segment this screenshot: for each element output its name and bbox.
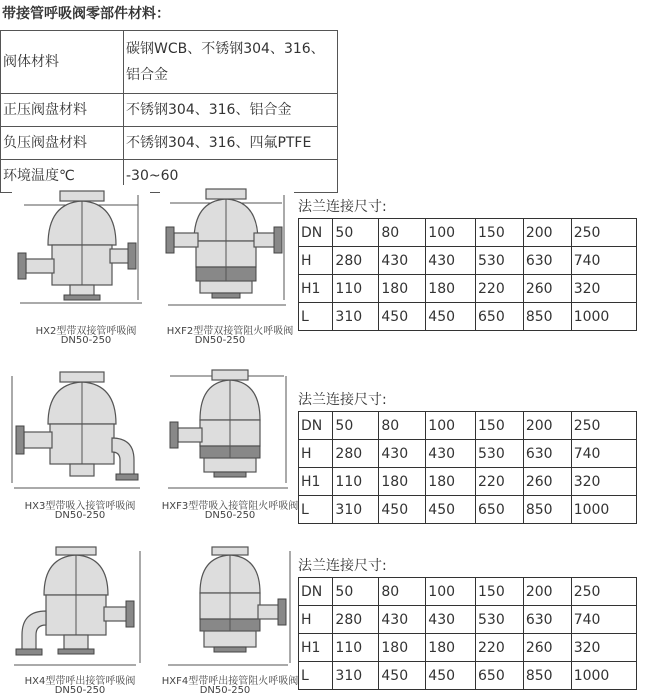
table-cell: 100 [426, 412, 476, 440]
table-cell: 650 [476, 303, 524, 331]
table-row [299, 275, 637, 303]
table-cell: 100 [426, 578, 476, 606]
table-cell: 250 [571, 412, 636, 440]
table-cell: 310 [333, 496, 379, 524]
table-cell: 450 [426, 303, 476, 331]
table-row [299, 606, 637, 634]
table-cell: 200 [523, 578, 571, 606]
material-label: 正压阀盘材料 [1, 94, 124, 127]
table-cell: 530 [476, 606, 524, 634]
table-cell: H1 [299, 275, 333, 303]
table-cell: 200 [523, 219, 571, 247]
section-heading: 带接管呼吸阀零部件材料： [2, 6, 170, 22]
table-cell: 260 [523, 468, 571, 496]
material-value: 不锈钢304、316、铝合金 [124, 94, 338, 127]
table-cell: 1000 [571, 496, 636, 524]
table-cell: 100 [426, 219, 476, 247]
table-cell: 430 [426, 440, 476, 468]
drawing-caption: HX4型带呼出接管呼吸阀 [24, 676, 136, 687]
table-cell: 430 [426, 606, 476, 634]
table-row [299, 303, 637, 331]
drawing-caption: HX2型带双接管呼吸阀 [35, 326, 137, 337]
dimension-title: 法兰连接尺寸: [298, 558, 387, 574]
table-cell: 850 [523, 496, 571, 524]
table-row [1, 94, 338, 127]
table-cell: 740 [571, 247, 636, 275]
table-cell: 310 [333, 662, 379, 690]
table-cell: 180 [426, 634, 476, 662]
table-cell: 740 [571, 606, 636, 634]
table-cell: 280 [333, 606, 379, 634]
material-value: -30~60 [124, 160, 338, 193]
drawing-caption-range: DN50-250 [199, 685, 251, 696]
table-cell: 150 [476, 412, 524, 440]
table-cell: 430 [379, 247, 426, 275]
dimension-table [298, 411, 637, 524]
table-cell: 260 [523, 634, 571, 662]
table-cell: 180 [379, 634, 426, 662]
table-cell: 530 [476, 440, 524, 468]
material-label: 阀体材料 [1, 31, 124, 94]
table-row [299, 412, 637, 440]
table-cell: 80 [379, 219, 426, 247]
drawing-caption-range: DN50-250 [60, 335, 112, 346]
drawing-caption-range: DN50-250 [54, 510, 106, 521]
drawing-caption: HX3型带吸入接管呼吸阀 [24, 501, 136, 512]
table-cell: 450 [379, 662, 426, 690]
table-cell: 850 [523, 303, 571, 331]
drawing-caption-range: DN50-250 [194, 335, 246, 346]
valve-drawing-hx3 [8, 368, 150, 496]
table-row [1, 127, 338, 160]
table-row [299, 468, 637, 496]
table-cell: 50 [333, 578, 379, 606]
table-cell: 650 [476, 662, 524, 690]
table-cell: 320 [571, 275, 636, 303]
table-cell: 250 [571, 219, 636, 247]
table-cell: 220 [476, 634, 524, 662]
table-row [299, 578, 637, 606]
materials-table [0, 30, 338, 193]
material-label: 环境温度℃ [1, 160, 124, 193]
table-cell: DN [299, 412, 333, 440]
table-cell: 430 [379, 440, 426, 468]
table-cell: 50 [333, 219, 379, 247]
table-cell: DN [299, 219, 333, 247]
dimension-table [298, 577, 637, 690]
table-cell: 280 [333, 440, 379, 468]
table-cell: 220 [476, 275, 524, 303]
table-cell: 80 [379, 412, 426, 440]
drawing-caption: HXF4型带呼出接管阻火呼吸阀 [161, 676, 299, 687]
table-cell: 320 [571, 468, 636, 496]
table-cell: 110 [333, 634, 379, 662]
dimension-table [298, 218, 637, 331]
table-cell: 150 [476, 219, 524, 247]
table-cell: 430 [379, 606, 426, 634]
table-cell: 260 [523, 275, 571, 303]
table-cell: H [299, 606, 333, 634]
table-row [299, 634, 637, 662]
table-cell: 650 [476, 496, 524, 524]
table-cell: 530 [476, 247, 524, 275]
table-cell: 110 [333, 275, 379, 303]
table-cell: 180 [379, 468, 426, 496]
table-cell: H [299, 247, 333, 275]
table-cell: 80 [379, 578, 426, 606]
table-cell: 1000 [571, 303, 636, 331]
drawing-caption-range: DN50-250 [54, 685, 106, 696]
material-label: 负压阀盘材料 [1, 127, 124, 160]
material-value: 碳钢WCB、不锈钢304、316、铝合金 [124, 31, 338, 94]
table-cell: L [299, 662, 333, 690]
table-cell: 1000 [571, 662, 636, 690]
table-cell: H [299, 440, 333, 468]
table-row [299, 247, 637, 275]
table-cell: 200 [523, 412, 571, 440]
table-cell: 310 [333, 303, 379, 331]
table-cell: 450 [379, 303, 426, 331]
table-cell: 450 [426, 662, 476, 690]
table-cell: 180 [426, 468, 476, 496]
valve-drawing-hx4 [8, 545, 150, 671]
table-cell: 320 [571, 634, 636, 662]
table-cell: 850 [523, 662, 571, 690]
table-cell: 740 [571, 440, 636, 468]
table-cell: L [299, 496, 333, 524]
valve-drawing-hxf3 [160, 368, 296, 496]
table-row [1, 31, 338, 94]
table-cell: 630 [523, 440, 571, 468]
dimension-title: 法兰连接尺寸: [298, 199, 387, 215]
table-cell: L [299, 303, 333, 331]
valve-drawing-hxf4 [160, 545, 296, 671]
table-row [299, 662, 637, 690]
drawing-caption-range: DN50-250 [204, 510, 256, 521]
valve-drawing-hxf2 [160, 185, 294, 315]
table-cell: 430 [426, 247, 476, 275]
table-row [299, 496, 637, 524]
dimension-title: 法兰连接尺寸: [298, 392, 387, 408]
table-cell: 180 [426, 275, 476, 303]
drawing-caption: HXF2型带双接管阻火呼吸阀 [166, 326, 294, 337]
table-cell: 180 [379, 275, 426, 303]
table-cell: H1 [299, 634, 333, 662]
table-cell: 110 [333, 468, 379, 496]
table-cell: 50 [333, 412, 379, 440]
valve-drawing-hx2 [12, 185, 150, 315]
table-cell: 630 [523, 247, 571, 275]
table-cell: 450 [379, 496, 426, 524]
table-cell: 630 [523, 606, 571, 634]
table-cell: 280 [333, 247, 379, 275]
table-row [299, 219, 637, 247]
table-cell: 250 [571, 578, 636, 606]
table-cell: H1 [299, 468, 333, 496]
table-cell: 150 [476, 578, 524, 606]
drawing-caption: HXF3型带吸入接管阻火呼吸阀 [161, 501, 299, 512]
material-value: 不锈钢304、316、四氟PTFE [124, 127, 338, 160]
table-cell: DN [299, 578, 333, 606]
table-row [299, 440, 637, 468]
table-cell: 220 [476, 468, 524, 496]
table-cell: 450 [426, 496, 476, 524]
